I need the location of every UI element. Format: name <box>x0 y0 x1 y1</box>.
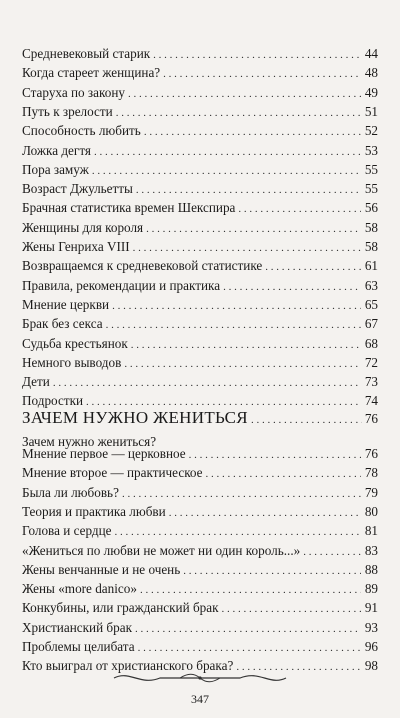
toc-entry-title: Судьба крестьянок <box>22 335 128 351</box>
toc-entry <box>22 579 378 599</box>
dot-leader <box>163 64 361 84</box>
toc-entry-page: 55 <box>364 181 378 197</box>
toc-entry <box>22 353 378 373</box>
dot-leader <box>138 638 361 658</box>
toc-entry-title: Старуха по закону <box>22 84 125 100</box>
toc-entry-page: 63 <box>364 277 378 293</box>
toc-entry-title: «Жениться по любви не может ни один король...» <box>22 542 301 558</box>
toc-entry <box>22 179 378 199</box>
toc-entry <box>22 63 378 83</box>
toc-entry-page: 72 <box>364 354 378 370</box>
toc-entry <box>22 334 378 354</box>
toc-entry <box>22 102 378 122</box>
dot-leader <box>128 84 361 104</box>
toc-entry <box>22 237 378 257</box>
dot-leader <box>238 199 361 219</box>
dot-leader <box>94 142 361 162</box>
dot-leader <box>112 296 361 316</box>
toc-entry <box>22 463 378 483</box>
toc-entry-title: Проблемы целибата <box>22 639 135 654</box>
chapter-title: ЗАЧЕМ НУЖНО ЖЕНИТЬСЯ <box>22 408 248 427</box>
toc-entry-page: 91 <box>364 600 378 616</box>
dot-leader <box>135 619 361 639</box>
chapter-subtitle: Зачем нужно жениться? <box>22 434 157 449</box>
toc-entry-page: 74 <box>364 393 378 409</box>
toc-entry-page: 80 <box>364 503 378 519</box>
toc-entry-title: Ложка дегтя <box>22 142 91 158</box>
toc-entry <box>22 121 378 141</box>
toc-entry-page: 67 <box>364 316 378 332</box>
toc-entry-page: 44 <box>364 46 378 61</box>
toc-entry <box>22 618 378 638</box>
toc-entry-title: Голова и сердце <box>22 523 112 539</box>
dot-leader <box>106 315 361 335</box>
dot-leader <box>146 219 361 239</box>
toc-entry <box>22 598 378 618</box>
toc-entry <box>22 444 378 464</box>
toc-entry-title: Путь к зрелости <box>22 103 113 119</box>
toc-entry <box>22 372 378 392</box>
toc-entry <box>22 83 378 103</box>
toc-entry <box>22 141 378 161</box>
toc-entry-page: 55 <box>364 161 378 177</box>
dot-leader <box>169 503 361 523</box>
toc-entry-page: 53 <box>364 142 378 158</box>
dot-leader <box>140 580 361 600</box>
toc-entry-page: 79 <box>364 484 378 500</box>
toc-entry <box>22 198 378 218</box>
dot-leader <box>251 414 362 426</box>
toc-entry-title: Мнение церкви <box>22 296 110 312</box>
toc-entry-title: Пора замуж <box>22 161 89 177</box>
toc-entry-title: Жены венчанные и не очень <box>22 561 181 577</box>
toc-entry-title: Мнение второе — практическое <box>22 465 203 481</box>
dot-leader <box>133 238 361 258</box>
toc-entry-title: Брак без секса <box>22 316 103 332</box>
toc-entry-title: Теория и практика любви <box>22 503 166 519</box>
toc-entry <box>22 502 378 522</box>
dot-leader <box>92 161 361 181</box>
toc-entry <box>22 541 378 561</box>
dot-leader <box>153 45 361 65</box>
toc-entry-title: Брачная статистика времен Шекспира <box>22 200 236 216</box>
chapter-heading <box>22 408 378 434</box>
toc-entry <box>22 218 378 238</box>
dot-leader <box>223 277 361 297</box>
toc-entry-page: 93 <box>364 619 378 635</box>
toc-entry-page: 98 <box>364 658 378 674</box>
dot-leader <box>189 445 361 465</box>
toc-entry-title: Возраст Джульетты <box>22 181 133 197</box>
toc-entry <box>22 44 378 64</box>
toc-entry <box>22 314 378 334</box>
toc-entry <box>22 256 378 276</box>
dot-leader <box>122 484 361 504</box>
toc-entry-page: 78 <box>364 465 378 481</box>
toc-entry-page: 76 <box>364 446 378 461</box>
dot-leader <box>265 257 361 277</box>
dot-leader <box>115 522 361 542</box>
dot-leader <box>131 335 361 355</box>
toc-entry-title: Была ли любовь? <box>22 484 119 500</box>
dot-leader <box>124 354 361 374</box>
toc-entry <box>22 521 378 541</box>
toc-entry-title: Способность любить <box>22 123 141 139</box>
toc-entry-title: Мнение первое — церковное <box>22 446 186 461</box>
toc-entry-page: 49 <box>364 84 378 100</box>
toc-entry-title: Правила, рекомендации и практика <box>22 277 221 293</box>
dot-leader <box>303 542 361 562</box>
toc-entry-title: Дети <box>22 374 50 390</box>
toc-entry-page: 65 <box>364 296 378 312</box>
toc-entry-page: 88 <box>364 561 378 577</box>
dot-leader <box>53 373 361 393</box>
toc-entry-page: 61 <box>364 258 378 274</box>
chapter-page: 76 <box>364 411 378 426</box>
toc-entry-page: 58 <box>364 219 378 235</box>
toc-entry <box>22 483 378 503</box>
decorative-flourish-icon <box>110 668 290 688</box>
toc-entry-title: Жены «more danico» <box>22 581 137 597</box>
dot-leader <box>144 122 361 142</box>
toc-entry-page: 89 <box>364 581 378 597</box>
toc-entry-page: 73 <box>364 374 378 390</box>
toc-entry-title: Средневековый старик <box>22 46 151 61</box>
toc-entry-title: Жены Генриха VIII <box>22 239 130 254</box>
dot-leader <box>183 561 361 581</box>
toc-entry-page: 56 <box>364 200 378 216</box>
toc-entry-page: 96 <box>364 639 378 654</box>
toc-entry-title: Женщины для короля <box>22 219 144 235</box>
dot-leader <box>222 599 361 619</box>
toc-entry-page: 68 <box>364 335 378 351</box>
toc-entry-title: Кто выиграл от христианского брака? <box>22 658 234 674</box>
toc-entry <box>22 276 378 296</box>
toc-entry-title: Немного выводов <box>22 354 122 370</box>
toc-entry-page: 48 <box>364 65 378 81</box>
toc-entry-page: 51 <box>364 103 378 119</box>
toc-entry <box>22 295 378 315</box>
toc-entry <box>22 560 378 580</box>
page-number: 347 <box>191 692 209 706</box>
toc-entry <box>22 637 378 657</box>
toc-entry-title: Когда стареет женщина? <box>22 65 161 81</box>
toc-entry-title: Христианский брак <box>22 619 132 635</box>
toc-entry-page: 52 <box>364 123 378 139</box>
toc-entry-page: 58 <box>364 239 378 254</box>
toc-entry-title: Конкубины, или гражданский брак <box>22 600 219 616</box>
dot-leader <box>116 103 361 123</box>
dot-leader <box>136 180 361 200</box>
toc-entry-title: Возвращаемся к средневековой статистике <box>22 258 263 274</box>
toc-entry-title: Подростки <box>22 393 84 409</box>
toc-entry <box>22 160 378 180</box>
toc-entry-page: 83 <box>364 542 378 558</box>
dot-leader <box>206 464 361 484</box>
toc-entry-page: 81 <box>364 523 378 539</box>
